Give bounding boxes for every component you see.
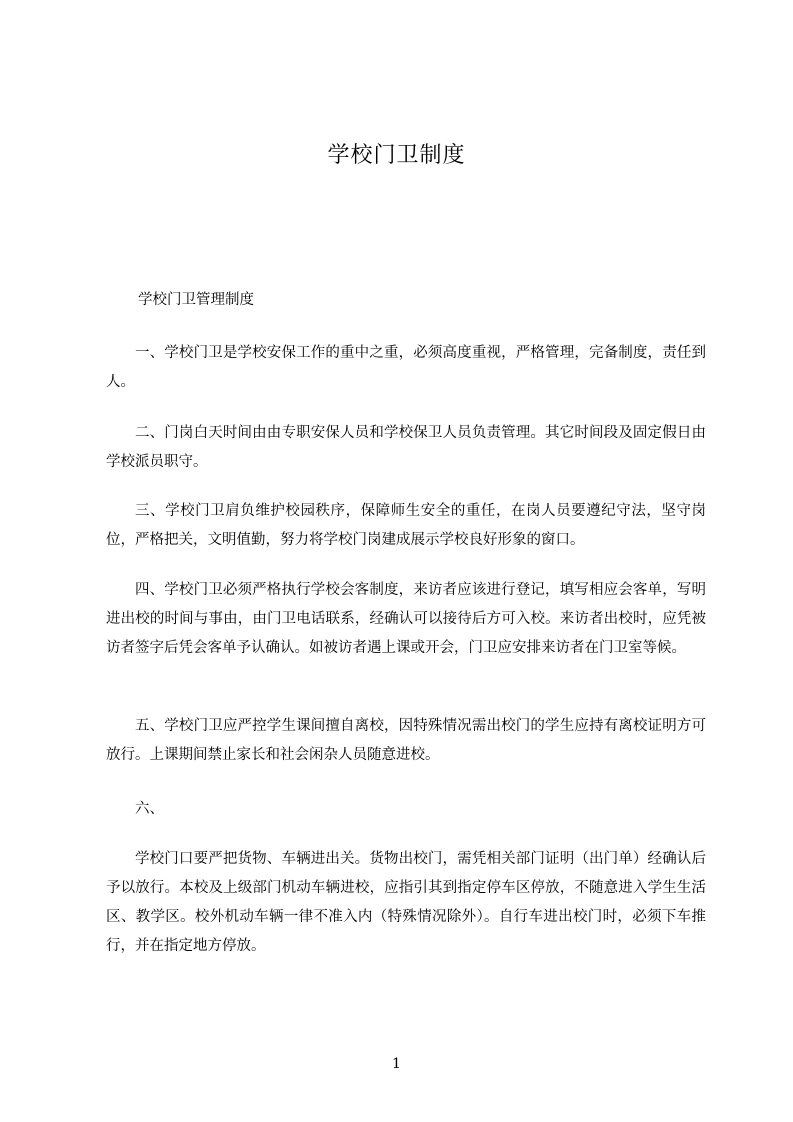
paragraph-2: 二、门岗白天时间由由专职安保人员和学校保卫人员负责管理。其它时间段及固定假日由学校派员职守。 [106,425,706,470]
paragraph-4: 四、学校门卫必须严格执行学校会客制度，来访者应该进行登记，填写相应会客单，写明进出校的时间与事由，由门卫电话联系，经确认可以接待后方可入校。来访者出校时，应凭被访者签字后凭会客单予认确认。如被访者遇上课或开会，门卫应安排来访者在门卫室等候。 [106,582,706,656]
paragraph-1: 一、学校门卫是学校安保工作的重中之重，必须高度重视，严格管理，完备制度，责任到人。 [106,345,706,390]
document-subtitle: 学校门卫管理制度 [138,292,254,308]
paragraph-7: 学校门口要严把货物、车辆进出关。货物出校门，需凭相关部门证明（出门单）经确认后予以放行。本校及上级部门机动车辆进校，应指引其到指定停车区停放，不随意进入学生生活区、教学区。校外机动车辆一律不准入内（特殊情况除外）。自行车进出校门时，必须下车推行，并在指定地方停放。 [106,851,706,954]
page-number: 1 [392,1056,401,1072]
paragraph-3: 三、学校门卫肩负维护校园秩序，保障师生安全的重任，在岗人员要遵纪守法，坚守岗位，严格把关，文明值勤，努力将学校门岗建成展示学校良好形象的窗口。 [106,503,706,548]
document-title: 学校门卫制度 [327,143,466,168]
paragraph-6-heading: 六、 [135,801,164,817]
paragraph-5: 五、学校门卫应严控学生课间擅自离校，因特殊情况需出校门的学生应持有离校证明方可放行。上课期间禁止家长和社会闲杂人员随意进校。 [106,718,706,763]
